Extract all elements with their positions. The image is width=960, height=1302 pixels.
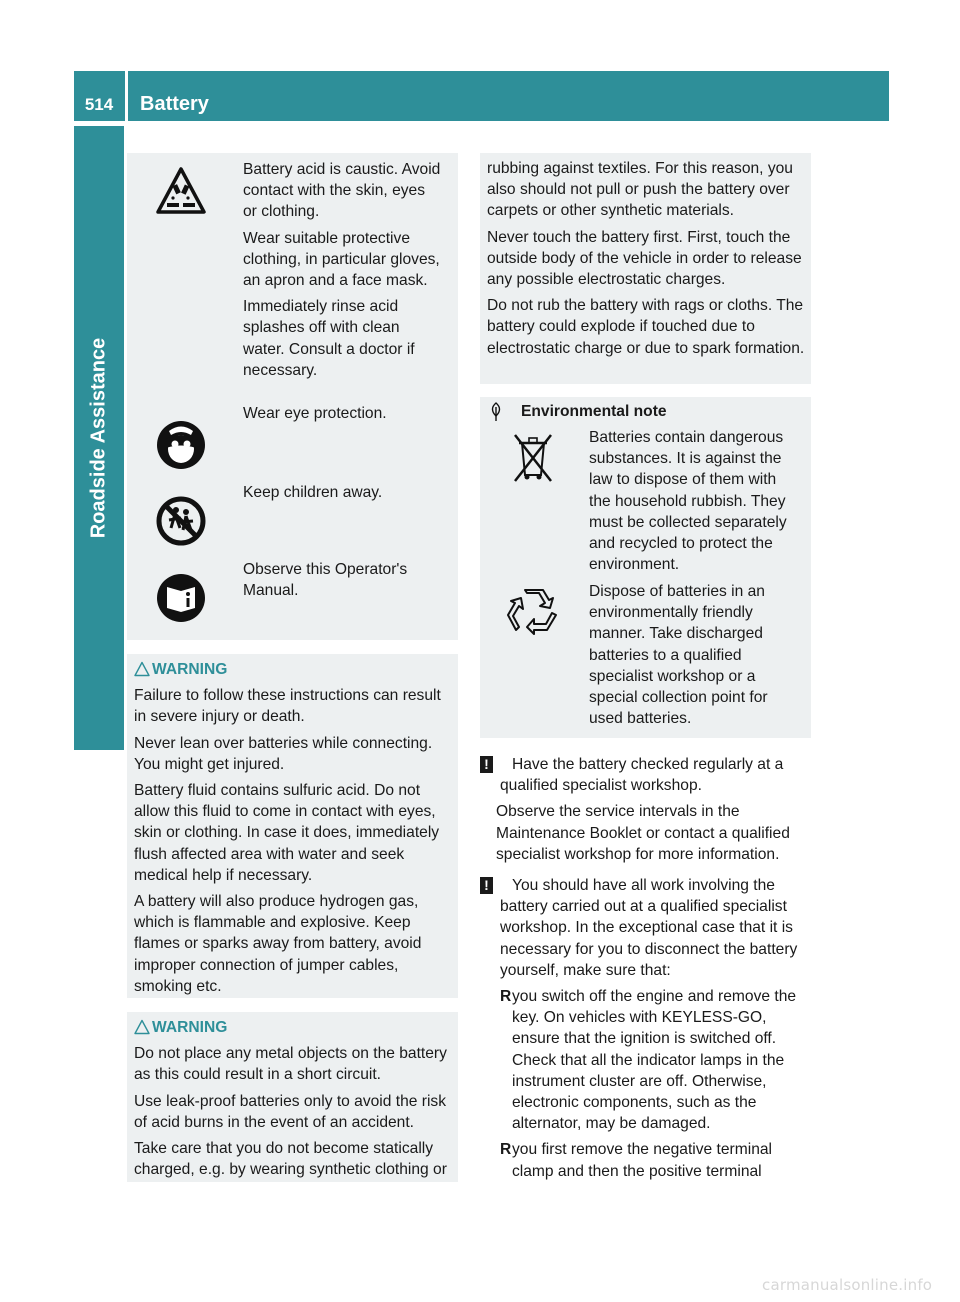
paragraph: Failure to follow these instructions can result in severe injury or death. <box>134 687 441 726</box>
exclamation-icon: ! <box>480 756 493 773</box>
environmental-note-title: Environmental note <box>487 401 667 422</box>
list-item: R you switch off the engine and remove the key. On vehicles with KEYLESS-GO, ensure that the ignition is switched off. Check that all the indicator lamps in the instrument cluster are off. Otherwise, electronic components, such as the alternator, may be damaged. <box>500 988 797 1133</box>
paragraph: Battery acid is caustic. Avoid contact with the skin, eyes or clothing. <box>243 161 441 221</box>
bullet-marker: R <box>500 988 512 1006</box>
operator-manual-icon <box>155 572 207 624</box>
warning-title: WARNING <box>134 1017 454 1038</box>
warning-triangle-icon <box>134 1019 150 1035</box>
paragraph: Never lean over batteries while connecting. You might get injured. <box>134 734 433 773</box>
paragraph: Observe this Operator's Manual. <box>243 561 408 600</box>
warning-triangle-icon <box>134 661 150 677</box>
symbol-text <box>243 403 443 429</box>
chapter-label: Roadside Assistance <box>87 337 110 539</box>
corrosive-hazard-icon <box>155 165 207 217</box>
keep-children-away-icon <box>155 495 207 547</box>
paragraph: Wear eye protection. <box>243 405 387 422</box>
paragraph: Use leak-proof batteries only to avoid the risk of acid burns in the event of an accident. <box>134 1092 447 1131</box>
paragraph: Immediately rinse acid splashes off with clean water. Consult a doctor if necessary. <box>243 298 415 379</box>
recycle-icon <box>505 583 561 639</box>
symbol-text <box>243 159 443 386</box>
section-title: Battery <box>140 93 209 115</box>
note-2 <box>480 875 813 1187</box>
watermark: carmanualsonline.info <box>762 1276 933 1294</box>
paragraph: Do not place any metal objects on the battery as this could result in a short circuit. <box>134 1045 447 1084</box>
page-number: 514 <box>84 95 114 114</box>
exclamation-icon: ! <box>480 877 493 894</box>
paragraph: Never touch the battery first. First, touch the outside body of the vehicle in order to release any possible electrostatic charges. <box>487 228 802 289</box>
paragraph: Wear suitable protective clothing, in particular gloves, an apron and a face mask. <box>243 229 440 290</box>
paragraph: You should have all work involving the battery carried out at a qualified specialist workshop. In the exceptional case that it is necessary for you to disconnect the battery yourself, make sure that: <box>500 877 798 979</box>
warning-title: WARNING <box>134 659 454 680</box>
symbol-text <box>243 482 443 508</box>
environmental-text: Dispose of batteries in an environmentally friendly manner. Take discharged batteries to a qualified specialist workshop or a special collection point for used batteries. <box>589 583 768 728</box>
paragraph: Take care that you do not become statically charged, e.g. by wearing synthetic clothing or <box>134 1140 447 1179</box>
warning-box-1 <box>127 654 458 998</box>
paragraph: Do not rub the battery with rags or cloths. The battery could explode if touched due to electrostatic charge or due to spark formation. <box>487 297 805 357</box>
warning-box-2-continued <box>480 153 811 384</box>
note-1 <box>480 754 813 870</box>
bullet-list <box>496 986 813 1182</box>
list-item: R you first remove the negative terminal clamp and then the positive terminal <box>500 1141 773 1180</box>
paragraph: Keep children away. <box>243 484 383 501</box>
paragraph: Observe the service intervals in the Maintenance Booklet or contact a qualified specialist workshop for more information. <box>496 803 790 863</box>
paragraph: Have the battery checked regularly at a qualified specialist workshop. <box>500 756 784 795</box>
bullet-marker: R <box>500 1141 512 1159</box>
warning-box-2 <box>127 1012 458 1182</box>
paragraph: A battery will also produce hydrogen gas, which is flammable and explosive. Keep flames or sparks away from battery, avoid improper connection of jumper cables, smoking etc. <box>134 893 422 995</box>
symbol-text <box>243 559 443 606</box>
crossed-bin-icon <box>505 429 561 485</box>
battery-symbols-box <box>127 153 458 640</box>
header-divider <box>125 71 128 121</box>
page-header <box>74 71 889 121</box>
environmental-text: Batteries contain dangerous substances. It is against the law to dispose of them with the household rubbish. They must be collected separately and recycled to protect the environment. <box>589 429 787 574</box>
environmental-note-box <box>480 397 811 738</box>
chapter-side-tab[interactable] <box>74 126 124 750</box>
leaf-icon <box>487 402 505 422</box>
paragraph: Battery fluid contains sulfuric acid. Do not allow this fluid to come in contact with eyes, skin or clothing. In case it does, immediately flush affected area with water and seek medical help if necessary. <box>134 782 440 884</box>
paragraph: rubbing against textiles. For this reason, you also should not pull or push the battery over carpets or other synthetic materials. <box>487 160 793 220</box>
eye-protection-icon <box>155 419 207 471</box>
